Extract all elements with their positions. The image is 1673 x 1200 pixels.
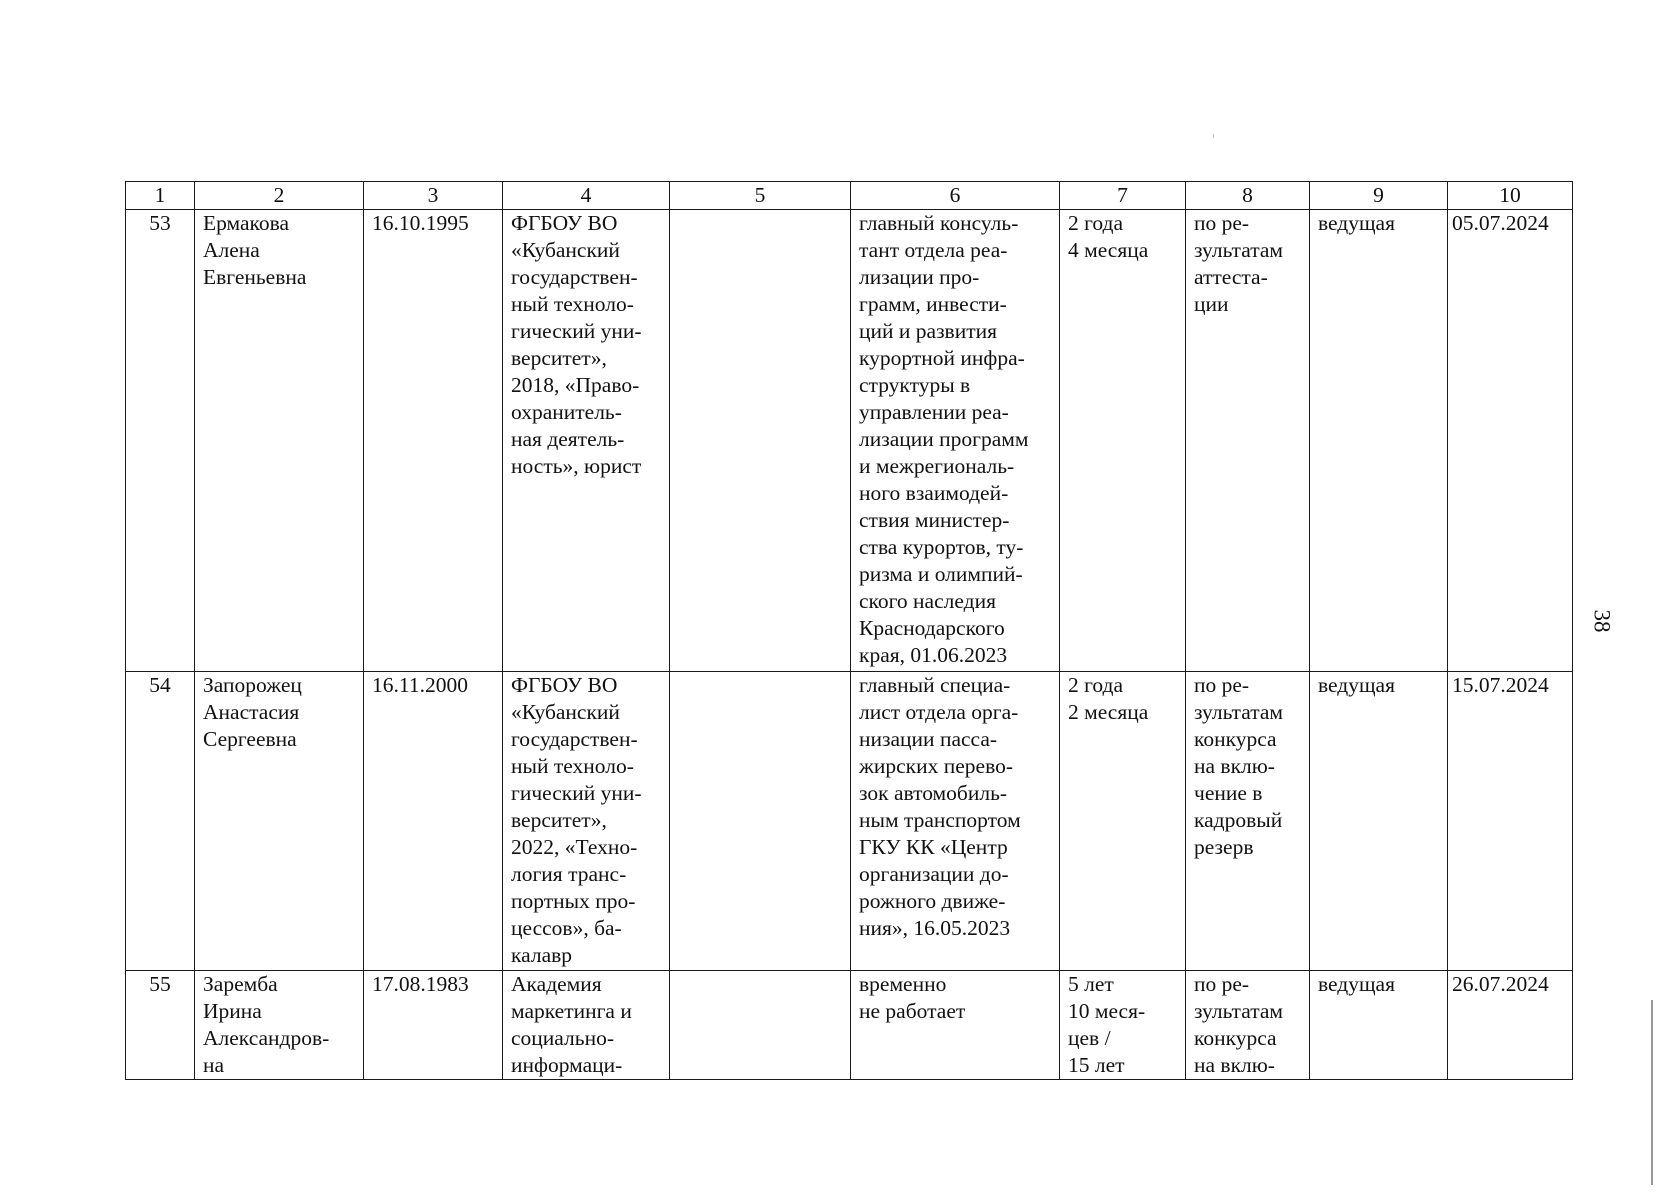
page-number: 38 [1589, 609, 1615, 633]
scan-edge-mark [1651, 1000, 1653, 1185]
position-cell: главный консуль- тант отдела реа- лизации про- грамм, инвести- ций и развития курортной инфра- структуры в управлении реа- лизации программ и межрегиональ- ного взаимодей- ствия министер- ства курортов, ту- ризма и олимпий- ского наследия Краснодарского края, 01.06.2023 [851, 210, 1060, 672]
column-5-cell [670, 672, 851, 971]
birth-date-cell: 17.08.1983 [364, 971, 503, 1080]
column-header: 3 [364, 182, 503, 210]
position-group-cell: ведущая [1310, 210, 1448, 672]
table-row [126, 672, 1573, 971]
inclusion-date-cell: 15.07.2024 [1448, 672, 1573, 971]
position-cell: временно не работает [851, 971, 1060, 1080]
column-header: 6 [851, 182, 1060, 210]
position-group-cell: ведущая [1310, 971, 1448, 1080]
experience-cell: 2 года 4 месяца [1060, 210, 1186, 672]
full-name-cell: Запорожец Анастасия Сергеевна [195, 672, 364, 971]
column-header: 5 [670, 182, 851, 210]
column-number-header-row [126, 182, 1573, 210]
row-number-cell: 53 [126, 210, 195, 672]
birth-date-cell: 16.11.2000 [364, 672, 503, 971]
column-header: 7 [1060, 182, 1186, 210]
column-5-cell [670, 971, 851, 1080]
row-number-cell: 55 [126, 971, 195, 1080]
column-header: 2 [195, 182, 364, 210]
birth-date-cell: 16.10.1995 [364, 210, 503, 672]
table-row [126, 210, 1573, 672]
column-header: 8 [1186, 182, 1310, 210]
education-cell: Академия маркетинга и социально- информаци- [503, 971, 670, 1080]
position-cell: главный специа- лист отдела орга- низации пасса- жирских перево- зок автомобиль- ным транспортом ГКУ КК «Центр организации до- рожного движе- ния», 16.05.2023 [851, 672, 1060, 971]
education-cell: ФГБОУ ВО «Кубанский государствен- ный техноло- гический уни- верситет», 2022, «Техно- логия транс- портных про- цессов», ба- калавр [503, 672, 670, 971]
column-header: 4 [503, 182, 670, 210]
row-number-cell: 54 [126, 672, 195, 971]
experience-cell: 2 года 2 месяца [1060, 672, 1186, 971]
table-row [126, 971, 1573, 1080]
inclusion-date-cell: 05.07.2024 [1448, 210, 1573, 672]
full-name-cell: Заремба Ирина Александров- на [195, 971, 364, 1080]
personnel-reserve-table [125, 181, 1573, 1080]
full-name-cell: Ермакова Алена Евгеньевна [195, 210, 364, 672]
basis-cell: по ре- зультатам конкурса на вклю- [1186, 971, 1310, 1080]
inclusion-date-cell: 26.07.2024 [1448, 971, 1573, 1080]
column-header: 1 [126, 182, 195, 210]
position-group-cell: ведущая [1310, 672, 1448, 971]
experience-cell: 5 лет 10 меся- цев / 15 лет [1060, 971, 1186, 1080]
column-header: 9 [1310, 182, 1448, 210]
basis-cell: по ре- зультатам конкурса на вклю- чение в кадровый резерв [1186, 672, 1310, 971]
scan-speck [1213, 134, 1214, 138]
basis-cell: по ре- зультатам аттеста- ции [1186, 210, 1310, 672]
column-5-cell [670, 210, 851, 672]
education-cell: ФГБОУ ВО «Кубанский государствен- ный техноло- гический уни- верситет», 2018, «Право- охранитель- ная деятель- ность», юрист [503, 210, 670, 672]
column-header: 10 [1448, 182, 1573, 210]
